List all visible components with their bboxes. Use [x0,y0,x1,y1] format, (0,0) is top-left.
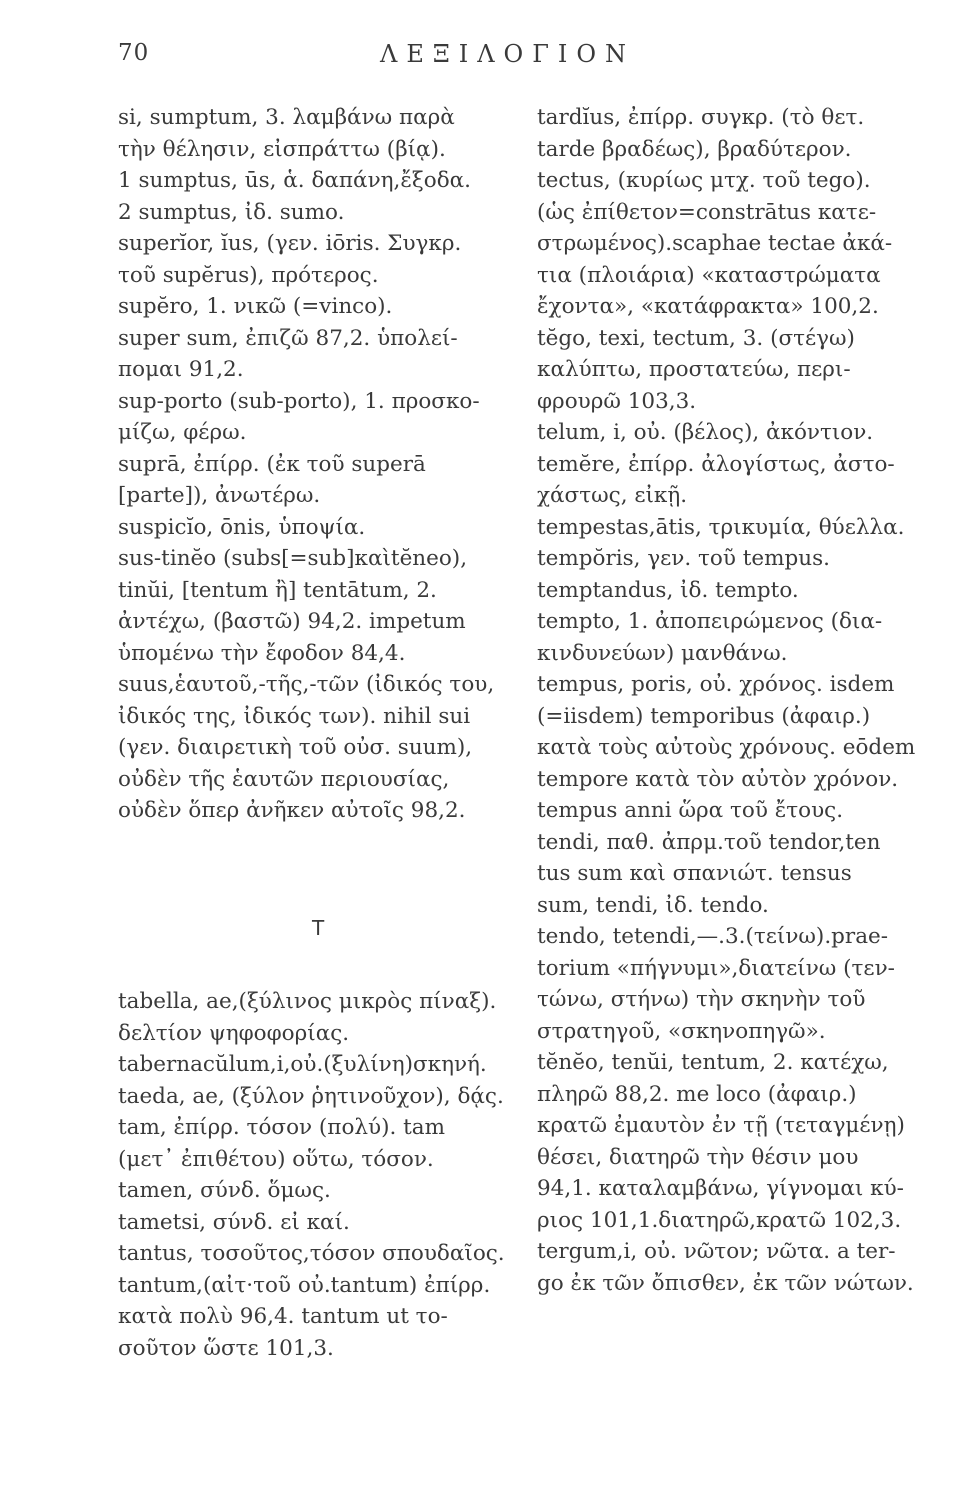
text-line: tametsi, σύνδ. εἰ καί. [118,1209,350,1235]
text-line: κρατῶ ἐμαυτὸν ἐν τῇ (τεταγμένῃ) [537,1113,905,1138]
text-line: σοῦτον ὥστε 101,3. [118,1335,334,1361]
text-line: tempus, poris, οὐ. χρόνος. isdem [537,672,895,697]
text-line: tantus, τοσοῦτος,τόσον σπουδαῖος. [118,1241,505,1266]
text-line: tendi, παθ. ἀπρμ.τοῦ tendor,ten [537,829,881,855]
text-line: (γεν. διαιρετικὴ τοῦ οὐσ. suum), [118,735,473,760]
text-line: tempto, 1. ἀποπειρώμενος (δια- [537,609,883,634]
text-line: go ἐκ τῶν ὄπισθεν, ἐκ τῶν νώτων. [537,1270,914,1296]
text-line: [parte]), ἀνωτέρω. [118,483,321,508]
text-line: temptandus, ἰδ. tempto. [537,577,799,603]
text-line: temĕre, ἐπίρρ. ἀλογίστως, ἀστο- [537,451,895,477]
text-line: suspicĭo, ōnis, ὑποψία. [118,514,366,540]
text-line: κινδυνεύων) μανθάνω. [537,640,788,666]
text-line: 94,1. καταλαμβάνω, γίγνομαι κύ- [537,1176,904,1201]
text-line: πληρῶ 88,2. me loco (ἀφαιρ.) [537,1081,857,1107]
text-line: κατὰ πολὺ 96,4. tantum ut το- [118,1304,448,1329]
text-line: 2 sumptus, ἰδ. sumo. [118,199,345,225]
text-line: τοῦ supĕrus), πρότερος. [118,262,379,288]
text-line: οὐδὲν ὅπερ ἀνῆκεν αὐτοῖς 98,2. [118,798,466,823]
left-column-s-entries [118,102,518,827]
left-column-t-entries [118,986,518,1364]
text-line: 1 sumptus, ūs, ἁ. δαπάνη,ἔξοδα. [118,168,471,193]
text-line: telum, i, οὐ. (βέλος), ἀκόντιον. [537,420,874,445]
text-line: κατὰ τοὺς αὐτοὺς χρόνους. eōdem [537,735,916,760]
text-line: στρατηγοῦ, «σκηνοπηγῶ». [537,1018,826,1044]
text-line: tinŭi, [tentum ἢ] tentātum, 2. [118,577,437,603]
text-line: tabernacŭlum,i,οὐ.(ξυλίνη)σκηνή. [118,1052,487,1077]
text-line: ριος 101,1.διατηρῶ,κρατῶ 102,3. [537,1207,902,1233]
text-line: tendo, tetendi,—.3.(τείνω).prae- [537,924,889,949]
text-line: δελτίον ψηφοφορίας. [118,1020,350,1046]
text-line: ἔχοντα», «κατάφρακτα» 100,2. [537,294,879,319]
text-line: (=iisdem) temporibus (ἀφαιρ.) [537,703,871,729]
text-line: tectus, (κυρίως μτχ. τοῦ tego). [537,168,871,193]
text-line: tempestas,ātis, τρικυμία, θύελλα. [537,514,905,540]
text-line: tus sum καὶ σπανιώτ. tensus [537,861,852,886]
text-line: τια (πλοιάρια) «καταστρώματα [537,262,881,288]
text-line: tantum,(αἰτ·τοῦ οὐ.tantum) ἐπίρρ. [118,1272,491,1298]
text-line: tabella, ae,(ξύλινος μικρὸς πίναξ). [118,989,497,1014]
text-line: χάστως, εἰκῇ. [537,483,688,508]
text-line: sum, tendi, ἰδ. tendo. [537,892,769,918]
text-line: tam, ἐπίρρ. τόσον (πολύ). tam [118,1115,445,1140]
text-line: tardĭus, ἐπίρρ. συγκρ. (τὸ θετ. [537,105,865,130]
page-number: 70 [118,40,150,66]
text-line: φρουρῶ 103,3. [537,388,697,414]
text-line: οὐδὲν τῆς ἑαυτῶν περιουσίας, [118,766,450,792]
text-line: si, sumptum, 3. λαμβάνω παρὰ [118,105,455,130]
text-line: καλύπτω, προστατεύω, περι- [537,357,851,382]
text-line: tĕnĕo, tenŭi, tentum, 2. κατέχω, [537,1050,889,1075]
text-line: ὑπομένω τὴν ἔφοδον 84,4. [118,640,406,666]
text-line: tĕgo, texi, tectum, 3. (στέγω) [537,325,855,351]
text-line: tempus anni ὥρα τοῦ ἔτους. [537,798,844,823]
text-line: ἀντέχω, (βαστῶ) 94,2. impetum [118,609,466,634]
text-line: sus-tinĕo (subs[=sub]καὶtĕneo), [118,546,468,571]
text-line: sup-porto (sub-porto), 1. προσκο- [118,388,480,414]
text-line: στρωμένος).scaphae tectae ἀκά- [537,231,893,256]
text-line: suprā, ἐπίρρ. (ἐκ τοῦ superā [118,451,426,477]
text-line: tempŏris, γεν. τοῦ tempus. [537,546,831,571]
running-head: ΛΕΞΙΛΟΓΙΟΝ [380,40,636,68]
text-line: taeda, ae, (ξύλον ῥητινοῦχον), δᾴς. [118,1083,504,1109]
section-letter-heading: T [312,916,325,940]
text-line: tarde βραδέως), βραδύτερον. [537,136,852,162]
text-line: suus,ἑαυτοῦ,-τῆς,-τῶν (ἰδικός του, [118,672,495,697]
text-line: torium «πήγνυμι»,διατείνω (τεν- [537,955,895,981]
text-line: ἰδικός της, ἰδικός των). nihil sui [118,703,471,729]
text-line: μίζω, φέρω. [118,420,247,445]
text-line: (ὡς ἐπίθετον=constrātus κατε- [537,199,877,225]
text-line: super sum, ἐπιζῶ 87,2. ὑπολεί- [118,325,458,351]
text-line: tamen, σύνδ. ὅμως. [118,1178,331,1203]
text-line: (μετ᾽ ἐπιθέτου) οὕτω, τόσον. [118,1146,434,1172]
text-line: τώνω, στήνω) τὴν σκηνὴν τοῦ [537,987,866,1012]
text-line: θέσει, διατηρῶ τὴν θέσιν μου [537,1144,859,1170]
text-line: τὴν θέλησιν, εἰσπράττω (βίᾳ). [118,136,446,162]
text-line: tergum,i, οὐ. νῶτον; νῶτα. a ter- [537,1239,896,1264]
text-line: superĭor, ĭus, (γεν. iōris. Συγκρ. [118,231,462,256]
text-line: supĕro, 1. νικῶ (=vinco). [118,294,393,319]
text-line: tempore κατὰ τὸν αὐτὸν χρόνον. [537,766,899,792]
right-column-entries [537,102,942,1299]
text-line: πομαι 91,2. [118,357,244,382]
